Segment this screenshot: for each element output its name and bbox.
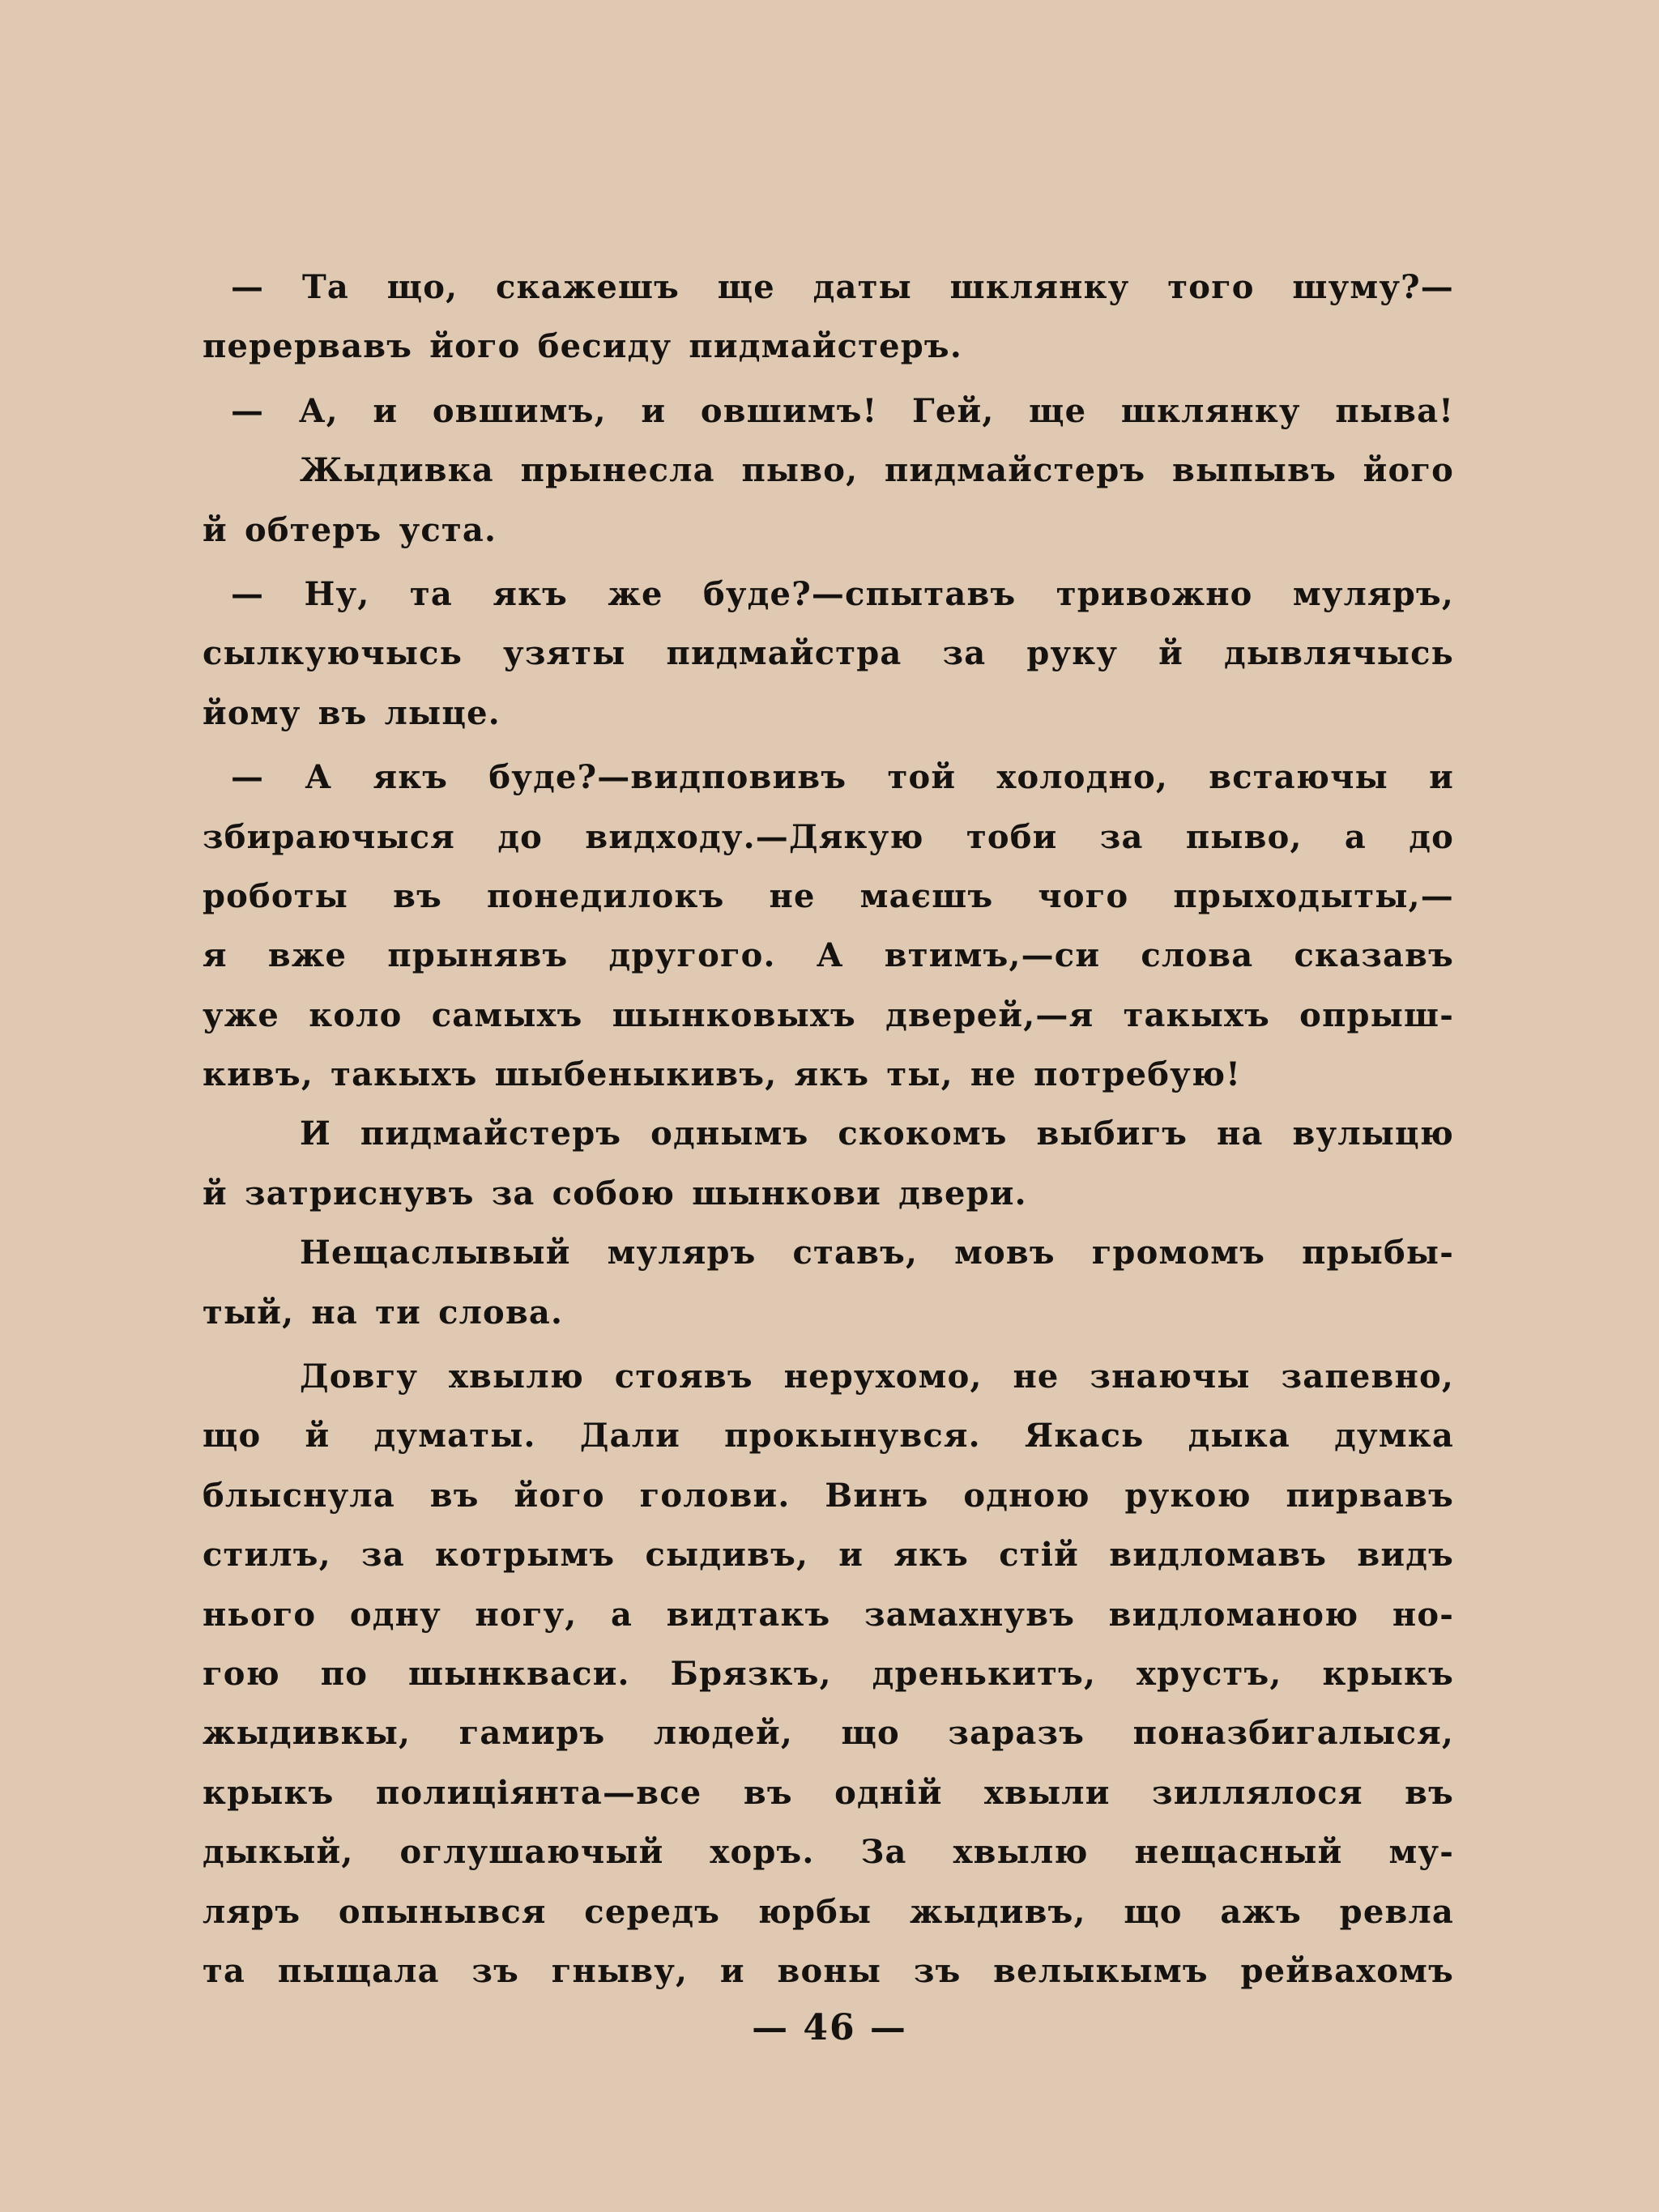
text-line: Нещаслывый муляръ ставъ, мовъ громомъ прыбы- xyxy=(300,1234,1454,1272)
text-line: Довгу хвылю стоявъ нерухомо, не знаючы запевно, xyxy=(300,1357,1454,1396)
text-line: — Ну, та якъ же буде?—спытавъ тривожно муляръ, xyxy=(231,574,1454,613)
text-line: стилъ, за котрымъ сыдивъ, и якъ стій видломавъ видъ xyxy=(203,1536,1454,1575)
text-line: крыкъ полицiянта—все въ одній хвыли зиллялося въ xyxy=(203,1773,1454,1812)
text-line: кивъ, такыхъ шыбеныкивъ, якъ ты, не потребую! xyxy=(203,1055,1241,1094)
text-line: роботы въ понедилокъ не маєшъ чого прыходыты,— xyxy=(203,876,1454,915)
text-line: сылкуючысь узяты пидмайстра за руку й дывлячысь xyxy=(203,634,1454,673)
text-line: гою по шынкваси. Брязкъ, дренькитъ, хрустъ, крыкъ xyxy=(203,1654,1454,1693)
text-line: — А якъ буде?—видповивъ той холодно, встаючы и xyxy=(231,758,1454,797)
text-line: що й думаты. Дали прокынувся. Якась дыка думка xyxy=(203,1417,1454,1455)
text-line: й обтеръ уста. xyxy=(203,510,497,549)
text-line: йому въ лыце. xyxy=(203,693,501,732)
text-line: блыснула въ його голови. Винъ одною рукою пирвавъ xyxy=(203,1476,1454,1515)
text-line: збираючыся до видходу.—Дякую тоби за пыво, а до xyxy=(203,817,1454,856)
text-line: уже коло самыхъ шынковыхъ дверей,—я такыхъ опрыш- xyxy=(203,995,1454,1034)
text-line: — Та що, скажешъ ще даты шклянку того шуму?— xyxy=(231,268,1454,306)
text-line: перервавъ його бесиду пидмайстеръ. xyxy=(203,327,962,366)
text-line: нього одну ногу, а видтакъ замахнувъ видломаною но- xyxy=(203,1595,1454,1634)
text-line: я вже прынявъ другого. А втимъ,—си слова сказавъ xyxy=(203,936,1454,975)
page-number: — 46 — xyxy=(752,2007,907,2048)
text-line: жыдивкы, гамиръ людей, що заразъ поназбигалыся, xyxy=(203,1714,1454,1753)
text-line: ляръ опынывся середъ юрбы жыдивъ, що ажъ ревла xyxy=(203,1892,1454,1931)
text-line: та пыщала зъ гныву, и воны зъ велыкымъ рейвахомъ xyxy=(203,1951,1454,1990)
text-line: дыкый, оглушаючый хоръ. За хвылю нещасный му- xyxy=(203,1833,1454,1872)
text-line: Жыдивка прынесла пыво, пидмайстеръ выпывъ його xyxy=(300,451,1454,490)
text-line: тый, на ти слова. xyxy=(203,1293,564,1332)
text-line: й затриснувъ за собою шынкови двери. xyxy=(203,1174,1027,1213)
text-line: — А, и овшимъ, и овшимъ! Гей, ще шклянку пыва! xyxy=(231,391,1454,430)
text-line: И пидмайстеръ однымъ скокомъ выбигъ на вулыцю xyxy=(300,1115,1454,1153)
body-text xyxy=(203,258,1454,2001)
